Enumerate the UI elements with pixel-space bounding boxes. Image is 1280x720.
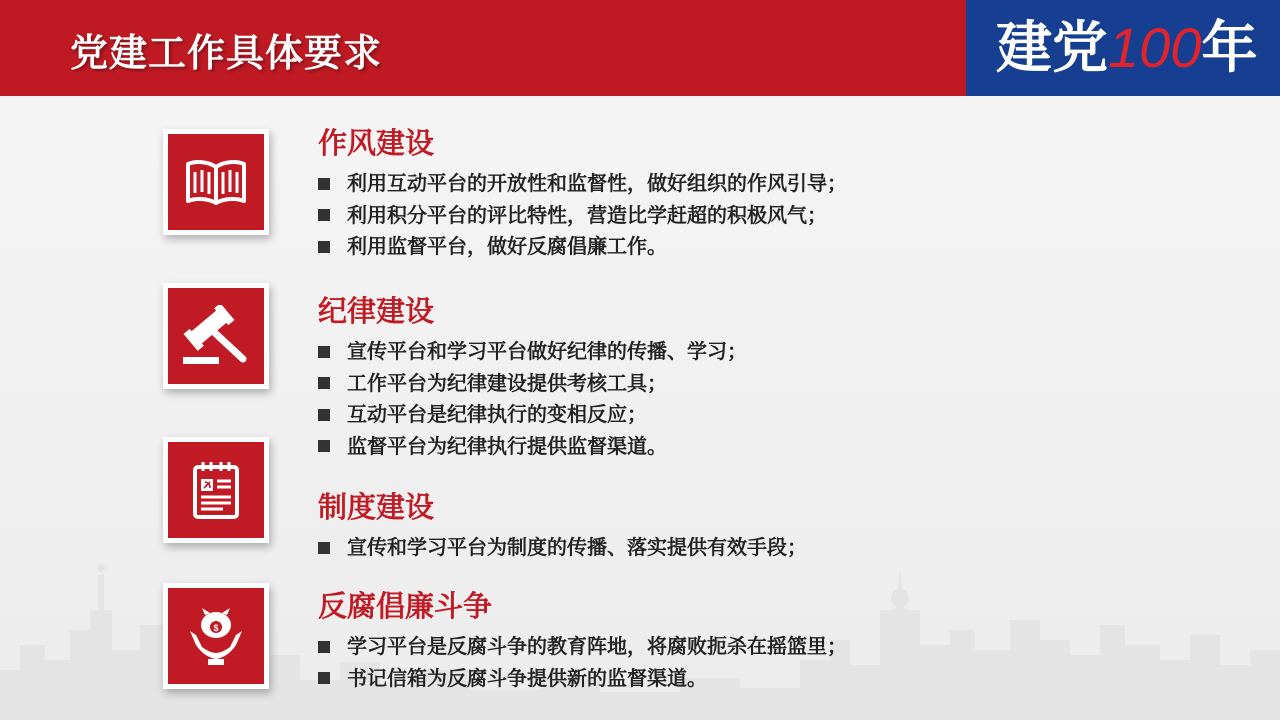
piggy-bank-hands-icon — [168, 588, 264, 684]
bullet-list — [318, 532, 807, 564]
section-title: 制度建设 — [318, 490, 435, 524]
bullet-square-icon — [318, 209, 330, 221]
bullet-square-icon — [318, 241, 330, 253]
section-system-building — [318, 490, 807, 564]
list-item: 互动平台是纪律执行的变相反应； — [318, 399, 747, 431]
bullet-square-icon — [318, 346, 330, 358]
list-item: 宣传平台和学习平台做好纪律的传播、学习； — [318, 336, 747, 368]
svg-text:$: $ — [213, 623, 219, 633]
section-title: 纪律建设 — [318, 294, 435, 328]
anti-corruption-section-icon-box — [163, 583, 269, 689]
bullet-square-icon — [318, 542, 330, 554]
badge-number: 100 — [1108, 16, 1202, 79]
section-style-building — [318, 126, 847, 263]
centenary-badge — [966, 0, 1280, 96]
bullet-square-icon — [318, 377, 330, 389]
list-item: 工作平台为纪律建设提供考核工具； — [318, 368, 747, 400]
bullet-list — [318, 168, 847, 263]
gavel-icon — [168, 288, 264, 384]
system-section-icon-box — [163, 437, 269, 543]
party-document-icon — [168, 442, 264, 538]
list-item: 监督平台为纪律执行提供监督渠道。 — [318, 431, 747, 463]
list-item: 利用积分平台的评比特性，营造比学赶超的积极风气； — [318, 200, 847, 232]
section-title: 反腐倡廉斗争 — [318, 589, 493, 623]
page-title: 党建工作具体要求 — [70, 31, 383, 75]
header-bar — [0, 0, 1280, 96]
bullet-square-icon — [318, 672, 330, 684]
bullet-list — [318, 631, 847, 694]
list-item: 利用互动平台的开放性和监督性，做好组织的作风引导； — [318, 168, 847, 200]
badge-prefix: 建党 — [996, 16, 1108, 81]
bullet-square-icon — [318, 178, 330, 190]
badge-text — [996, 14, 1257, 83]
book-icon — [168, 134, 264, 230]
bullet-square-icon — [318, 409, 330, 421]
discipline-section-icon-box — [163, 283, 269, 389]
list-item: 利用监督平台，做好反腐倡廉工作。 — [318, 231, 847, 263]
section-anti-corruption — [318, 589, 847, 694]
badge-suffix: 年 — [1201, 16, 1258, 81]
bullet-square-icon — [318, 641, 330, 653]
section-title: 作风建设 — [318, 126, 435, 160]
section-discipline-building — [318, 294, 747, 462]
style-section-icon-box — [163, 129, 269, 235]
bullet-list — [318, 336, 747, 462]
list-item: 学习平台是反腐斗争的教育阵地，将腐败扼杀在摇篮里； — [318, 631, 847, 663]
list-item: 宣传和学习平台为制度的传播、落实提供有效手段； — [318, 532, 807, 564]
bullet-square-icon — [318, 440, 330, 452]
list-item: 书记信箱为反腐斗争提供新的监督渠道。 — [318, 663, 847, 695]
